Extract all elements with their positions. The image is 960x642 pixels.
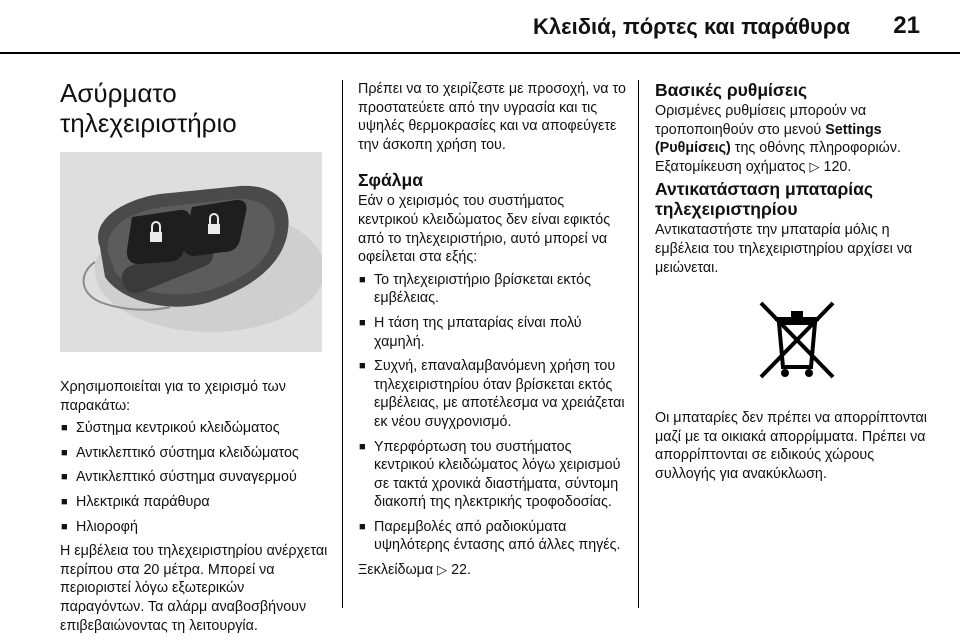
list-item: ■ Αντικλεπτικό σύστημα κλειδώματος <box>60 444 328 463</box>
crossed-out-bin-icon <box>743 295 851 383</box>
basic-text-before: Ορισμένες ρυθμίσεις μπορούν να τροποποιηθούν στο μενού <box>655 103 867 138</box>
basic-settings-title: Βασικές ρυθμίσεις <box>655 80 808 100</box>
disposal-text: Οι μπαταρίες δεν πρέπει να απορρίπτονται μαζί με τα οικιακά απορρίμματα. Πρέπει να απορρίπτονται σε ειδικούς χώρους συλλογής για ανακύκλωση. <box>655 410 927 482</box>
column-divider-2 <box>638 80 639 608</box>
fault-list <box>358 271 628 555</box>
care-text: Πρέπει να το χειρίζεστε με προσοχή, να το προστατεύετε από την υγρασία και τις υψηλές θερμοκρασίες και να αποφεύγετε την άσκοπη χρήση του. <box>358 81 626 153</box>
crossed-bin-image <box>743 295 851 383</box>
list-item: ■ Η τάση της μπαταρίας είναι πολύ χαμηλή. <box>358 314 628 351</box>
list-item: ■ Ηλεκτρικά παράθυρα <box>60 493 328 512</box>
reference-arrow-icon: ▷ <box>437 563 448 579</box>
header-rule <box>0 52 960 54</box>
page-number: 21 <box>893 12 920 39</box>
list-item: ■ Το τηλεχειριστήριο βρίσκεται εκτός εμβέλειας. <box>358 271 628 308</box>
battery-replacement-text: Αντικαταστήστε την μπαταρία μόλις η εμβέλεια του τηλεχειριστηρίου αρχίσει να μειώνεται. <box>655 222 913 276</box>
unlock-reference[interactable] <box>358 561 628 581</box>
list-item: ■ Αντικλεπτικό σύστημα συναγερμού <box>60 468 328 487</box>
intro-text: Χρησιμοποιείται για το χειρισμό των παρακάτω: <box>60 379 286 414</box>
header-title: Κλειδιά, πόρτες και παράθυρα <box>533 14 850 39</box>
list-item: ■ Σύστημα κεντρικού κλειδώματος <box>60 419 328 438</box>
unlock-reference-text: Ξεκλείδωμα <box>358 562 434 579</box>
list-item: ■ Παρεμβολές από ραδιοκύματα υψηλότερης έντασης από άλλες πηγές. <box>358 518 628 555</box>
basic-text-after: της οθόνης πληροφοριών. Εξατομίκευση οχήματος <box>655 140 901 175</box>
battery-replacement-title: Αντικατάσταση μπαταρίας τηλεχειριστηρίου <box>655 179 873 220</box>
column-2 <box>358 80 628 583</box>
section-title: Ασύρματο τηλεχειριστήριο <box>60 78 237 138</box>
function-list <box>60 419 328 536</box>
column-3 <box>655 80 930 486</box>
remote-key-image <box>60 152 322 352</box>
fault-title: Σφάλμα <box>358 170 423 191</box>
range-text: Η εμβέλεια του τηλεχειριστηρίου ανέρχεται περίπου στα 20 μέτρα. Μπορεί να περιοριστεί λόγω εξωτερικών παραγόντων. Τα αλάρμ αναβοσβήνουν επιβεβαιώνοντας τη λειτουργία. <box>60 543 328 634</box>
list-item: ■ Συχνή, επαναλαμβανόμενη χρήση του τηλεχειριστηρίου όταν βρίσκεται εκτός εμβέλειας, με αποτέλεσμα να χρειάζεται εκ νέου συγχρονισμό. <box>358 357 628 431</box>
list-item: ■ Ηλιοροφή <box>60 518 328 537</box>
fault-text: Εάν ο χειρισμός του συστήματος κεντρικού κλειδώματος δεν είναι εφικτός από το τηλεχειριστήριο, αυτό μπορεί να οφείλεται στα εξής: <box>358 193 611 266</box>
basic-reference-page[interactable]: 120. <box>823 158 852 175</box>
remote-key-icon <box>60 152 322 352</box>
column-divider-1 <box>342 80 343 608</box>
list-item: ■ Υπερφόρτωση του συστήματος κεντρικού κλειδώματος λόγω χειρισμού σε τακτά χρονικά διαστήματα, σύντομη διακοπή της ηλεκτρικής τροφοδοσίας. <box>358 438 628 512</box>
basic-settings-text <box>655 102 930 177</box>
unlock-reference-page: 22. <box>451 562 471 579</box>
reference-arrow-icon: ▷ <box>809 159 820 175</box>
settings-menu-name: Settings (Ρυθμίσεις) <box>655 121 882 157</box>
column-1 <box>60 78 328 637</box>
